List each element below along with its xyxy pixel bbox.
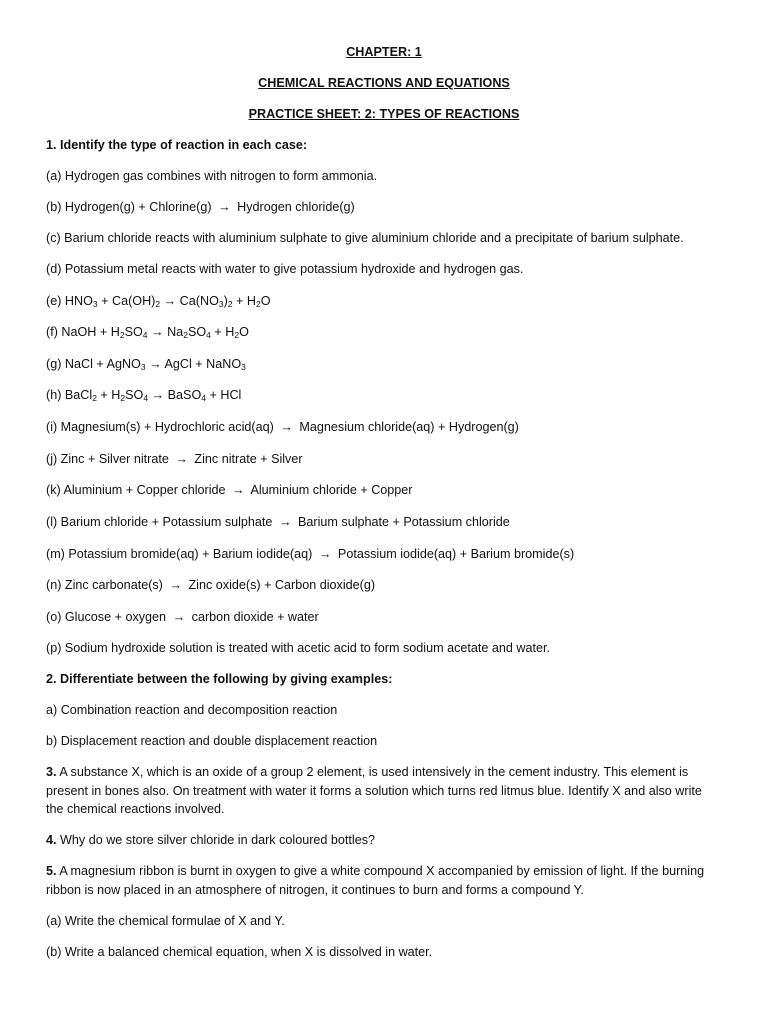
q1-k-rhs: Aluminium chloride + Copper <box>250 483 413 497</box>
q1-item-f: (f) NaOH + $H_2SO_4 \to Na_2SO_4 + H_2O$ <box>46 325 249 340</box>
q3-text: A substance X, which is an oxide of a group 2 element, is used intensively in the cement industry. This element is present in bones also. On treatment with water it forms a solution which turns red litmus blue. Identify X and also write the chemical reactions involved. <box>46 765 702 816</box>
q1-m-lhs: (m) Potassium bromide(aq) + Barium iodide(aq) <box>46 547 313 561</box>
q1-k-lhs: (k) Aluminium + Copper chloride <box>46 483 226 497</box>
q3-paragraph <box>46 763 722 819</box>
q2-item-a: a) Combination reaction and decomposition reaction <box>46 703 338 717</box>
q1-item-e: (e) $HNO_3 + Ca(OH)_2 \to Ca(NO_3)_2 + H_2O$ <box>46 294 271 309</box>
q1-m-rhs: Potassium iodide(aq) + Barium bromide(s) <box>337 547 575 561</box>
arrow-icon: → <box>175 452 188 466</box>
q1-b-lhs: (b) Hydrogen(g) + Chlorine(g) <box>46 200 212 214</box>
q1-item-d: (d) Potassium metal reacts with water to give potassium hydroxide and hydrogen gas. <box>46 262 524 276</box>
q5-number: 5. <box>46 864 57 878</box>
q5-item-b: (b) Write a balanced chemical equation, when X is dissolved in water. <box>46 945 433 959</box>
q1-item-g: (g) NaCl + AgNO$_3$ → AgCl + NaNO$_3$ <box>46 357 246 372</box>
q3-number: 3. <box>46 765 57 779</box>
q2-heading: 2. Differentiate between the following by giving examples: <box>46 672 393 686</box>
q4-paragraph <box>46 831 726 850</box>
q1-i-rhs: Magnesium chloride(aq) + Hydrogen(g) <box>299 420 519 434</box>
q4-number: 4. <box>46 833 57 847</box>
q1-o-lhs: (o) Glucose + oxygen <box>46 610 167 624</box>
q1-e-label: (e) <box>46 294 62 308</box>
q1-item-m <box>46 545 726 564</box>
q1-j-rhs: Zinc nitrate + Silver <box>194 452 303 466</box>
arrow-icon: → <box>172 610 186 624</box>
q1-b-rhs: Hydrogen chloride(g) <box>237 200 355 214</box>
arrow-icon: → <box>218 200 231 214</box>
q1-item-h: (h) BaCl$_2$ + $H_2SO_4$ → BaSO$_4$ + HCl <box>46 388 242 403</box>
q1-heading: 1. Identify the type of reaction in each case: <box>46 138 308 152</box>
practice-sheet-title: PRACTICE SHEET: 2: TYPES OF REACTIONS <box>248 107 520 121</box>
q1-o-rhs: carbon dioxide + water <box>191 610 319 624</box>
q1-item-b <box>46 198 726 217</box>
q1-g-label: (g) <box>46 357 62 371</box>
q1-item-l <box>46 513 726 532</box>
q5-item-a: (a) Write the chemical formulae of X and Y. <box>46 914 285 928</box>
q4-text: Why do we store silver chloride in dark coloured bottles? <box>60 833 376 847</box>
chapter-title: CHEMICAL REACTIONS AND EQUATIONS <box>258 76 510 90</box>
arrow-icon: → <box>169 578 182 592</box>
q1-item-i <box>46 418 726 437</box>
q1-n-lhs: (n) Zinc carbonate(s) <box>46 578 163 592</box>
arrow-icon: → <box>232 483 245 497</box>
q2-item-b: b) Displacement reaction and double displacement reaction <box>46 734 378 748</box>
q1-j-lhs: (j) Zinc + Silver nitrate <box>46 452 169 466</box>
q5-paragraph <box>46 862 722 899</box>
q1-item-c: (c) Barium chloride reacts with aluminium sulphate to give aluminium chloride and a precipitate of barium sulphate. <box>46 231 684 245</box>
q1-n-rhs: Zinc oxide(s) + Carbon dioxide(g) <box>188 578 376 592</box>
arrow-icon: → <box>280 420 293 434</box>
q1-item-p: (p) Sodium hydroxide solution is treated with acetic acid to form sodium acetate and water. <box>46 641 551 655</box>
arrow-icon: → <box>278 515 292 529</box>
q5-text: A magnesium ribbon is burnt in oxygen to give a white compound X accompanied by emission of light. If the burning ribbon is now placed in an atmosphere of nitrogen, it continues to burn and forms a compound Y. <box>46 864 705 897</box>
q1-f-label: (f) <box>46 325 58 339</box>
q1-l-rhs: Barium sulphate + Potassium chloride <box>298 515 510 529</box>
q1-i-lhs: (i) Magnesium(s) + Hydrochloric acid(aq) <box>46 420 274 434</box>
q1-item-a: (a) Hydrogen gas combines with nitrogen to form ammonia. <box>46 169 378 183</box>
q1-item-k <box>46 481 726 500</box>
q1-item-o <box>46 608 726 627</box>
q1-item-n <box>46 576 726 595</box>
q1-item-j <box>46 450 726 469</box>
chapter-heading: CHAPTER: 1 <box>346 45 422 59</box>
q1-l-lhs: (l) Barium chloride + Potassium sulphate <box>46 515 273 529</box>
q1-h-label: (h) <box>46 388 62 402</box>
arrow-icon: → <box>318 547 332 561</box>
